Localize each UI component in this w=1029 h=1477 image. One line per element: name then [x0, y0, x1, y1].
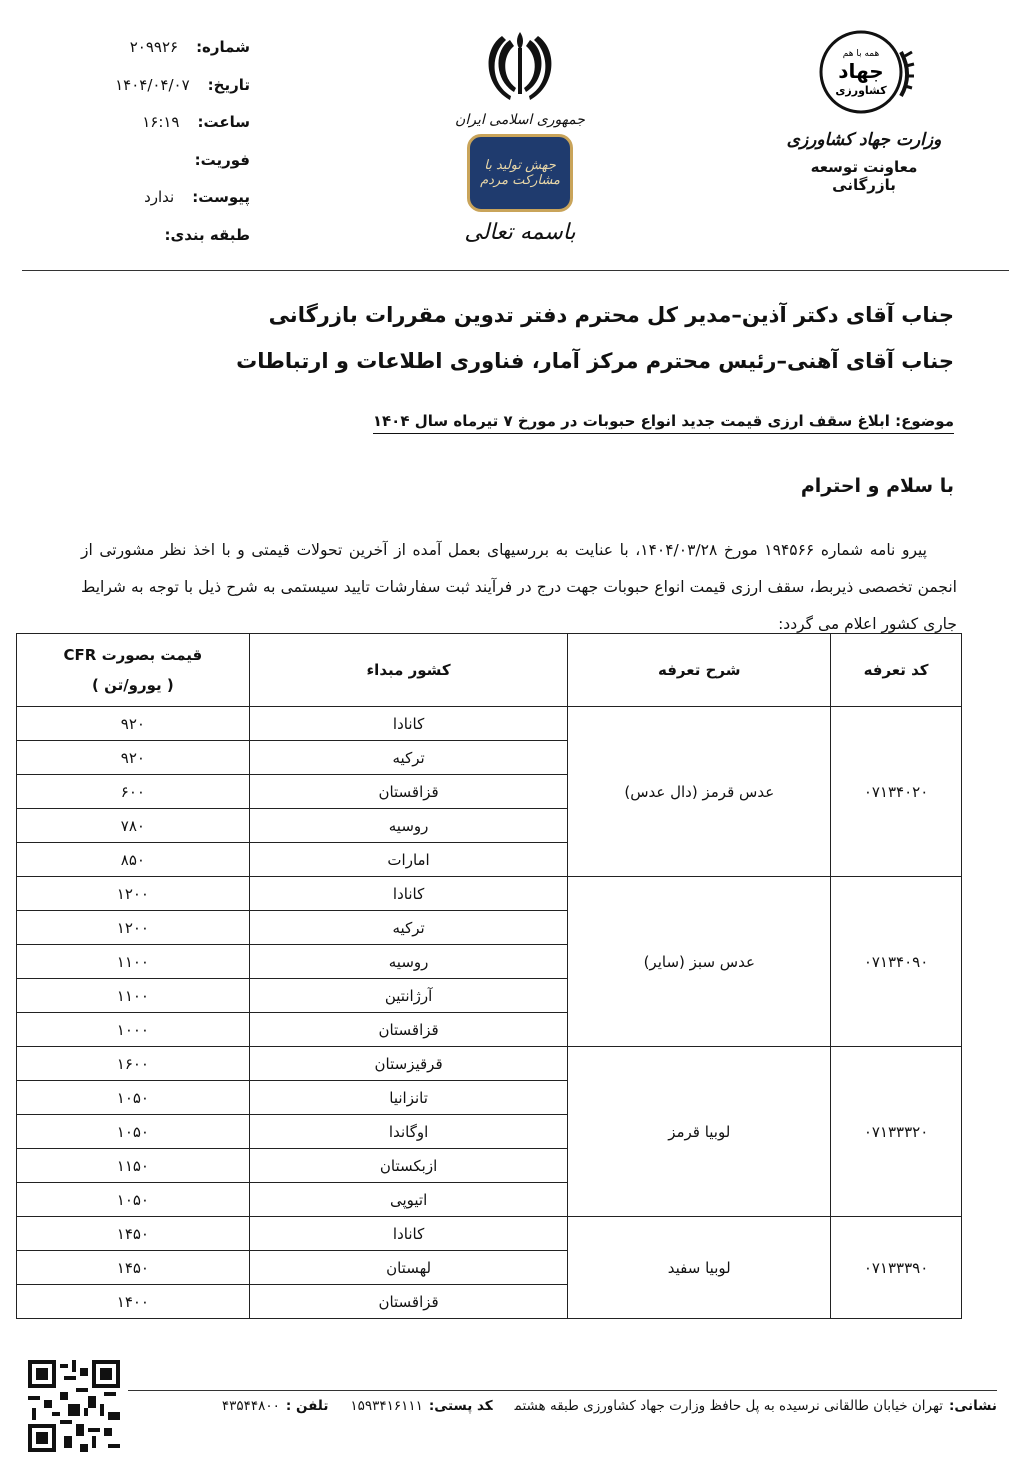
address-label: نشانی:: [948, 1398, 997, 1414]
date-value: ۱۴۰۴/۰۴/۰۷: [115, 75, 190, 94]
tariff-code: ۰۷۱۳۳۳۹۰: [831, 1217, 962, 1319]
addressee-2: جناب آقای آهنی–رئیس محترم مرکز آمار، فناوری اطلاعات و ارتباطات: [236, 349, 954, 373]
header-price: [17, 634, 250, 707]
qr-code-icon: [28, 1360, 120, 1452]
table-header-row: [17, 634, 962, 707]
country-cell: امارات: [249, 843, 568, 877]
table-row: [17, 1047, 962, 1081]
production-seal: [467, 134, 573, 212]
price-cell: ۱۲۰۰: [17, 911, 250, 945]
price-cell: ۱۴۵۰: [17, 1217, 250, 1251]
motto: باسمه تعالی: [464, 220, 576, 245]
ministry-logo-icon: [809, 22, 919, 122]
country-cell: کانادا: [249, 1217, 568, 1251]
postal-label: کد پستی:: [428, 1398, 493, 1414]
postal-value: ۱۵۹۳۴۱۶۱۱۱: [350, 1398, 423, 1414]
address-value: تهران خیابان طالقانی نرسیده به پل حافظ وزارت جهاد کشاورزی طبقه هشتم: [514, 1398, 943, 1414]
price-cell: ۱۰۵۰: [17, 1115, 250, 1149]
header-code: کد تعرفه: [831, 634, 962, 707]
country-cell: تانزانیا: [249, 1081, 568, 1115]
iran-emblem-icon: [480, 28, 560, 106]
country-cell: اوگاندا: [249, 1115, 568, 1149]
table-row: [17, 877, 962, 911]
price-cell: ۱۱۰۰: [17, 979, 250, 1013]
meta-classification: [70, 226, 250, 264]
addressee-1: جناب آقای دکتر آذین–مدیر کل محترم دفتر تدوین مقررات بازرگانی: [268, 303, 954, 327]
greeting: با سلام و احترام: [800, 475, 954, 497]
price-cell: ۶۰۰: [17, 775, 250, 809]
country-cell: ترکیه: [249, 911, 568, 945]
country-cell: روسیه: [249, 945, 568, 979]
ministry-name: وزارت جهاد کشاورزی: [786, 130, 942, 150]
country-cell: روسیه: [249, 809, 568, 843]
logo-top-text: همه با هم: [842, 49, 880, 59]
country-cell: قزاقستان: [249, 775, 568, 809]
national-emblem: [440, 28, 600, 245]
logo-main-text: جهاد: [838, 59, 884, 83]
country-cell: ترکیه: [249, 741, 568, 775]
country-cell: اتیوپی: [249, 1183, 568, 1217]
price-cell: ۷۸۰: [17, 809, 250, 843]
header-country: کشور مبداء: [249, 634, 568, 707]
price-cell: ۱۴۰۰: [17, 1285, 250, 1319]
country-name: جمهوری اسلامی ایران: [455, 112, 585, 128]
attachment-label: پیوست:: [192, 188, 250, 206]
phone-label: تلفن :: [285, 1398, 329, 1414]
country-cell: کانادا: [249, 877, 568, 911]
body-paragraph: پیرو نامه شماره ۱۹۴۵۶۶ مورخ ۱۴۰۴/۰۳/۲۸، با عنایت به بررسیهای بعمل آمده از آخرین تحولات قیمتی و با اخذ نظر مشورتی از انجمن تخصصی ذیربط، سقف ارزی قیمت انواع حبوبات جهت درج در فرآیند ثبت سفارشات تایید سیستمی به شرح ذیل با توجه به شرایط جاری کشور اعلام می گردد:: [81, 541, 957, 633]
footer-contact: [200, 1398, 997, 1414]
classification-label: طبقه بندی:: [164, 225, 250, 244]
number-label: شماره:: [196, 38, 250, 56]
tariff-desc: لوبیا سفید: [568, 1217, 831, 1319]
date-label: تاریخ:: [207, 75, 250, 94]
price-cell: ۱۱۵۰: [17, 1149, 250, 1183]
tariff-table: [16, 633, 962, 1319]
country-cell: ازبکستان: [249, 1149, 568, 1183]
country-cell: قرقیزستان: [249, 1047, 568, 1081]
tariff-desc: عدس سبز (سایر): [568, 877, 831, 1047]
country-cell: قزاقستان: [249, 1285, 568, 1319]
header-desc: شرح تعرفه: [568, 634, 831, 707]
price-cell: ۱۴۵۰: [17, 1251, 250, 1285]
tariff-code: ۰۷۱۳۳۳۲۰: [831, 1047, 962, 1217]
price-cell: ۹۲۰: [17, 707, 250, 741]
seal-text: جهش تولید با مشارکت مردم: [480, 158, 560, 188]
country-cell: لهستان: [249, 1251, 568, 1285]
tariff-code: ۰۷۱۳۴۰۲۰: [831, 707, 962, 877]
price-cell: ۱۰۰۰: [17, 1013, 250, 1047]
letter-meta: [70, 38, 250, 263]
country-cell: کانادا: [249, 707, 568, 741]
price-cell: ۱۶۰۰: [17, 1047, 250, 1081]
meta-time: [70, 113, 250, 151]
price-cell: ۱۰۵۰: [17, 1081, 250, 1115]
meta-urgency: [70, 151, 250, 189]
price-cell: ۱۰۵۰: [17, 1183, 250, 1217]
attachment-value: ندارد: [144, 188, 175, 206]
table-row: [17, 707, 962, 741]
ministry-header: [779, 22, 949, 194]
tariff-code: ۰۷۱۳۴۰۹۰: [831, 877, 962, 1047]
price-cell: ۱۲۰۰: [17, 877, 250, 911]
meta-attachment: [70, 188, 250, 226]
footer-divider: [128, 1390, 997, 1391]
price-cell: ۱۱۰۰: [17, 945, 250, 979]
time-label: ساعت:: [197, 113, 250, 131]
header-price-line2: ( یورو/تن ): [92, 676, 174, 694]
number-value: ۲۰۹۹۲۶: [129, 38, 179, 56]
urgency-label: فوریت:: [194, 150, 250, 169]
logo-sub-text: کشاورزی: [835, 84, 887, 97]
meta-number: [70, 38, 250, 76]
tariff-desc: عدس قرمز (دال عدس): [568, 707, 831, 877]
time-value: ۱۶:۱۹: [142, 113, 180, 131]
country-cell: قزاقستان: [249, 1013, 568, 1047]
country-cell: آرژانتین: [249, 979, 568, 1013]
price-cell: ۸۵۰: [17, 843, 250, 877]
table-row: [17, 1217, 962, 1251]
subject-line: موضوع: ابلاغ سقف ارزی قیمت جدید انواع حبوبات در مورخ ۷ تیرماه سال ۱۴۰۴: [373, 412, 954, 434]
tariff-desc: لوبیا قرمز: [568, 1047, 831, 1217]
header-price-line1: قیمت بصورت CFR: [63, 646, 203, 664]
header-divider: [22, 270, 1009, 271]
deputy-name: معاونت توسعه بازرگانی: [810, 158, 918, 194]
meta-date: [70, 76, 250, 114]
phone-value: ۴۳۵۴۴۸۰۰: [221, 1398, 280, 1414]
price-cell: ۹۲۰: [17, 741, 250, 775]
